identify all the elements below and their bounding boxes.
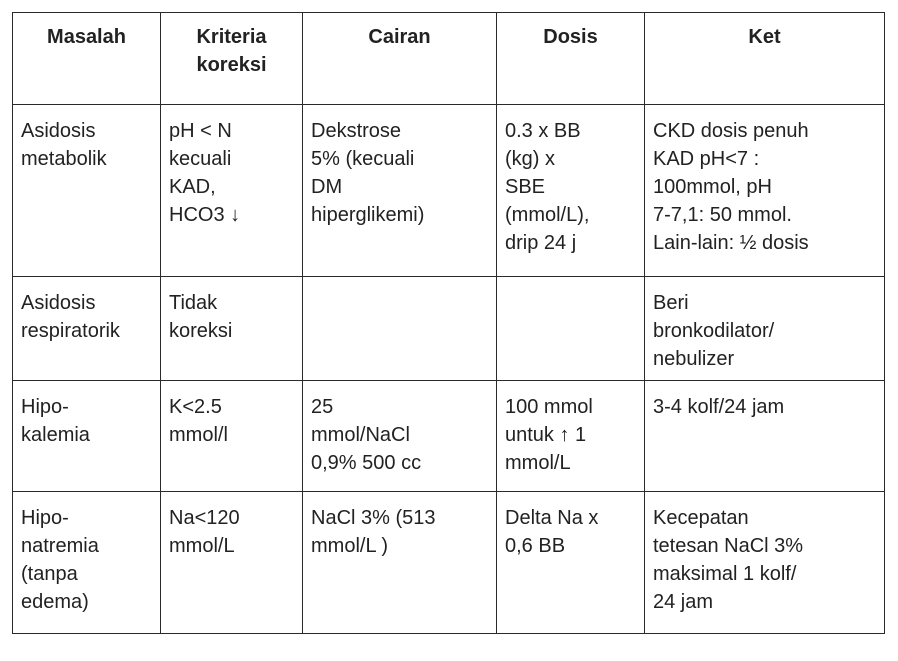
cell-line: 7-7,1: 50 mmol.: [653, 204, 792, 226]
cell-cairan-text: [303, 492, 496, 564]
cell-line: Beri: [653, 292, 689, 314]
cell-line: (kg) x: [505, 148, 555, 170]
cell-ket: [645, 277, 885, 381]
cell-cairan: [303, 381, 497, 492]
cell-cairan: [303, 492, 497, 634]
cell-line: 0,6 BB: [505, 535, 566, 557]
cell-line: 0.3 x BB: [505, 120, 581, 142]
cell-line: 25: [311, 396, 334, 418]
cell-kriteria: [161, 105, 303, 277]
cell-line: hiperglikemi): [311, 204, 425, 226]
header-ket: [645, 13, 885, 105]
cell-ket: [645, 492, 885, 634]
header-masalah-text: Masalah: [47, 26, 126, 48]
cell-ket: [645, 381, 885, 492]
cell-kriteria: [161, 277, 303, 381]
cell-cairan-text: [303, 105, 496, 233]
cell-dosis-text: [497, 492, 644, 564]
cell-dosis-text: [497, 105, 644, 261]
cell-line: Dekstrose: [311, 120, 402, 142]
cell-dosis: [497, 381, 645, 492]
cell-line: 0,9% 500 cc: [311, 452, 422, 474]
header-dosis-text: Dosis: [543, 26, 598, 48]
header-kriteria-text: [161, 13, 302, 83]
cell-masalah: [13, 492, 161, 634]
cell-line: Na<120: [169, 507, 240, 529]
cell-kriteria-text: [161, 492, 302, 564]
cell-line: kalemia: [21, 424, 90, 446]
cell-line: koreksi: [169, 320, 233, 342]
cell-masalah-text: [13, 105, 160, 177]
cell-line: KAD,: [169, 176, 216, 198]
cell-line: mmol/NaCl: [311, 424, 410, 446]
cell-line: untuk ↑ 1: [505, 424, 587, 446]
cell-line: Tidak: [169, 292, 218, 314]
cell-kriteria-text: [161, 105, 302, 233]
cell-line: mmol/l: [169, 424, 228, 446]
cell-line: KAD pH<7 :: [653, 148, 760, 170]
header-cairan: [303, 13, 497, 105]
cell-line: 24 jam: [653, 591, 714, 613]
cell-line: mmol/L: [169, 535, 235, 557]
cell-line: bronkodilator/: [653, 320, 775, 342]
cell-line: drip 24 j: [505, 232, 577, 254]
cell-line: kecuali: [169, 148, 232, 170]
cell-dosis-text: [497, 381, 644, 481]
cell-ket-text: [645, 277, 884, 377]
cell-masalah: [13, 105, 161, 277]
cell-ket-text: [645, 381, 884, 425]
cell-line: Delta Na x: [505, 507, 599, 529]
cell-dosis: [497, 105, 645, 277]
fluid-correction-table: [12, 12, 885, 634]
header-dosis: [497, 13, 645, 105]
header-kriteria: [161, 13, 303, 105]
cell-line: metabolik: [21, 148, 107, 170]
header-cairan-text: Cairan: [368, 26, 431, 48]
table-row: [13, 492, 885, 634]
cell-line: CKD dosis penuh: [653, 120, 809, 142]
cell-line: K<2.5: [169, 396, 222, 418]
cell-cairan-text: [303, 277, 496, 293]
cell-line: maksimal 1 kolf/: [653, 563, 797, 585]
cell-line: edema): [21, 591, 89, 613]
table-row: [13, 381, 885, 492]
cell-line: mmol/L: [505, 452, 571, 474]
cell-kriteria-text: [161, 381, 302, 453]
cell-masalah: [13, 277, 161, 381]
cell-line: 100 mmol: [505, 396, 593, 418]
cell-dosis: [497, 492, 645, 634]
cell-line: Hipo-: [21, 507, 69, 529]
cell-line: (mmol/L),: [505, 204, 590, 226]
cell-line: mmol/L ): [311, 535, 389, 557]
cell-line: Asidosis: [21, 292, 96, 314]
cell-line: Kecepatan: [653, 507, 749, 529]
cell-line: koreksi: [196, 54, 267, 76]
cell-kriteria: [161, 381, 303, 492]
cell-kriteria-text: [161, 277, 302, 349]
cell-line: Kriteria: [196, 26, 267, 48]
cell-line: (tanpa: [21, 563, 78, 585]
cell-ket-text: [645, 105, 884, 261]
cell-cairan-text: [303, 381, 496, 481]
cell-cairan: [303, 105, 497, 277]
header-masalah: [13, 13, 161, 105]
cell-line: natremia: [21, 535, 99, 557]
cell-line: pH < N: [169, 120, 232, 142]
cell-line: DM: [311, 176, 343, 198]
header-row: [13, 13, 885, 105]
cell-dosis: [497, 277, 645, 381]
cell-ket-text: [645, 492, 884, 620]
cell-line: 3-4 kolf/24 jam: [653, 396, 785, 418]
header-ket-text: Ket: [748, 26, 781, 48]
cell-line: respiratorik: [21, 320, 120, 342]
cell-masalah-text: [13, 277, 160, 349]
table-row: [13, 105, 885, 277]
cell-line: tetesan NaCl 3%: [653, 535, 804, 557]
cell-line: NaCl 3% (513: [311, 507, 436, 529]
cell-cairan: [303, 277, 497, 381]
cell-line: 100mmol, pH: [653, 176, 772, 198]
cell-masalah-text: [13, 492, 160, 620]
cell-line: SBE: [505, 176, 546, 198]
cell-line: Asidosis: [21, 120, 96, 142]
cell-kriteria: [161, 492, 303, 634]
cell-line: HCO3 ↓: [169, 204, 241, 226]
cell-masalah-text: [13, 381, 160, 453]
cell-line: Lain-lain: ½ dosis: [653, 232, 809, 254]
cell-line: Hipo-: [21, 396, 69, 418]
cell-line: 5% (kecuali: [311, 148, 415, 170]
cell-line: nebulizer: [653, 348, 735, 370]
cell-dosis-text: [497, 277, 644, 293]
cell-ket: [645, 105, 885, 277]
cell-masalah: [13, 381, 161, 492]
table-row: [13, 277, 885, 381]
